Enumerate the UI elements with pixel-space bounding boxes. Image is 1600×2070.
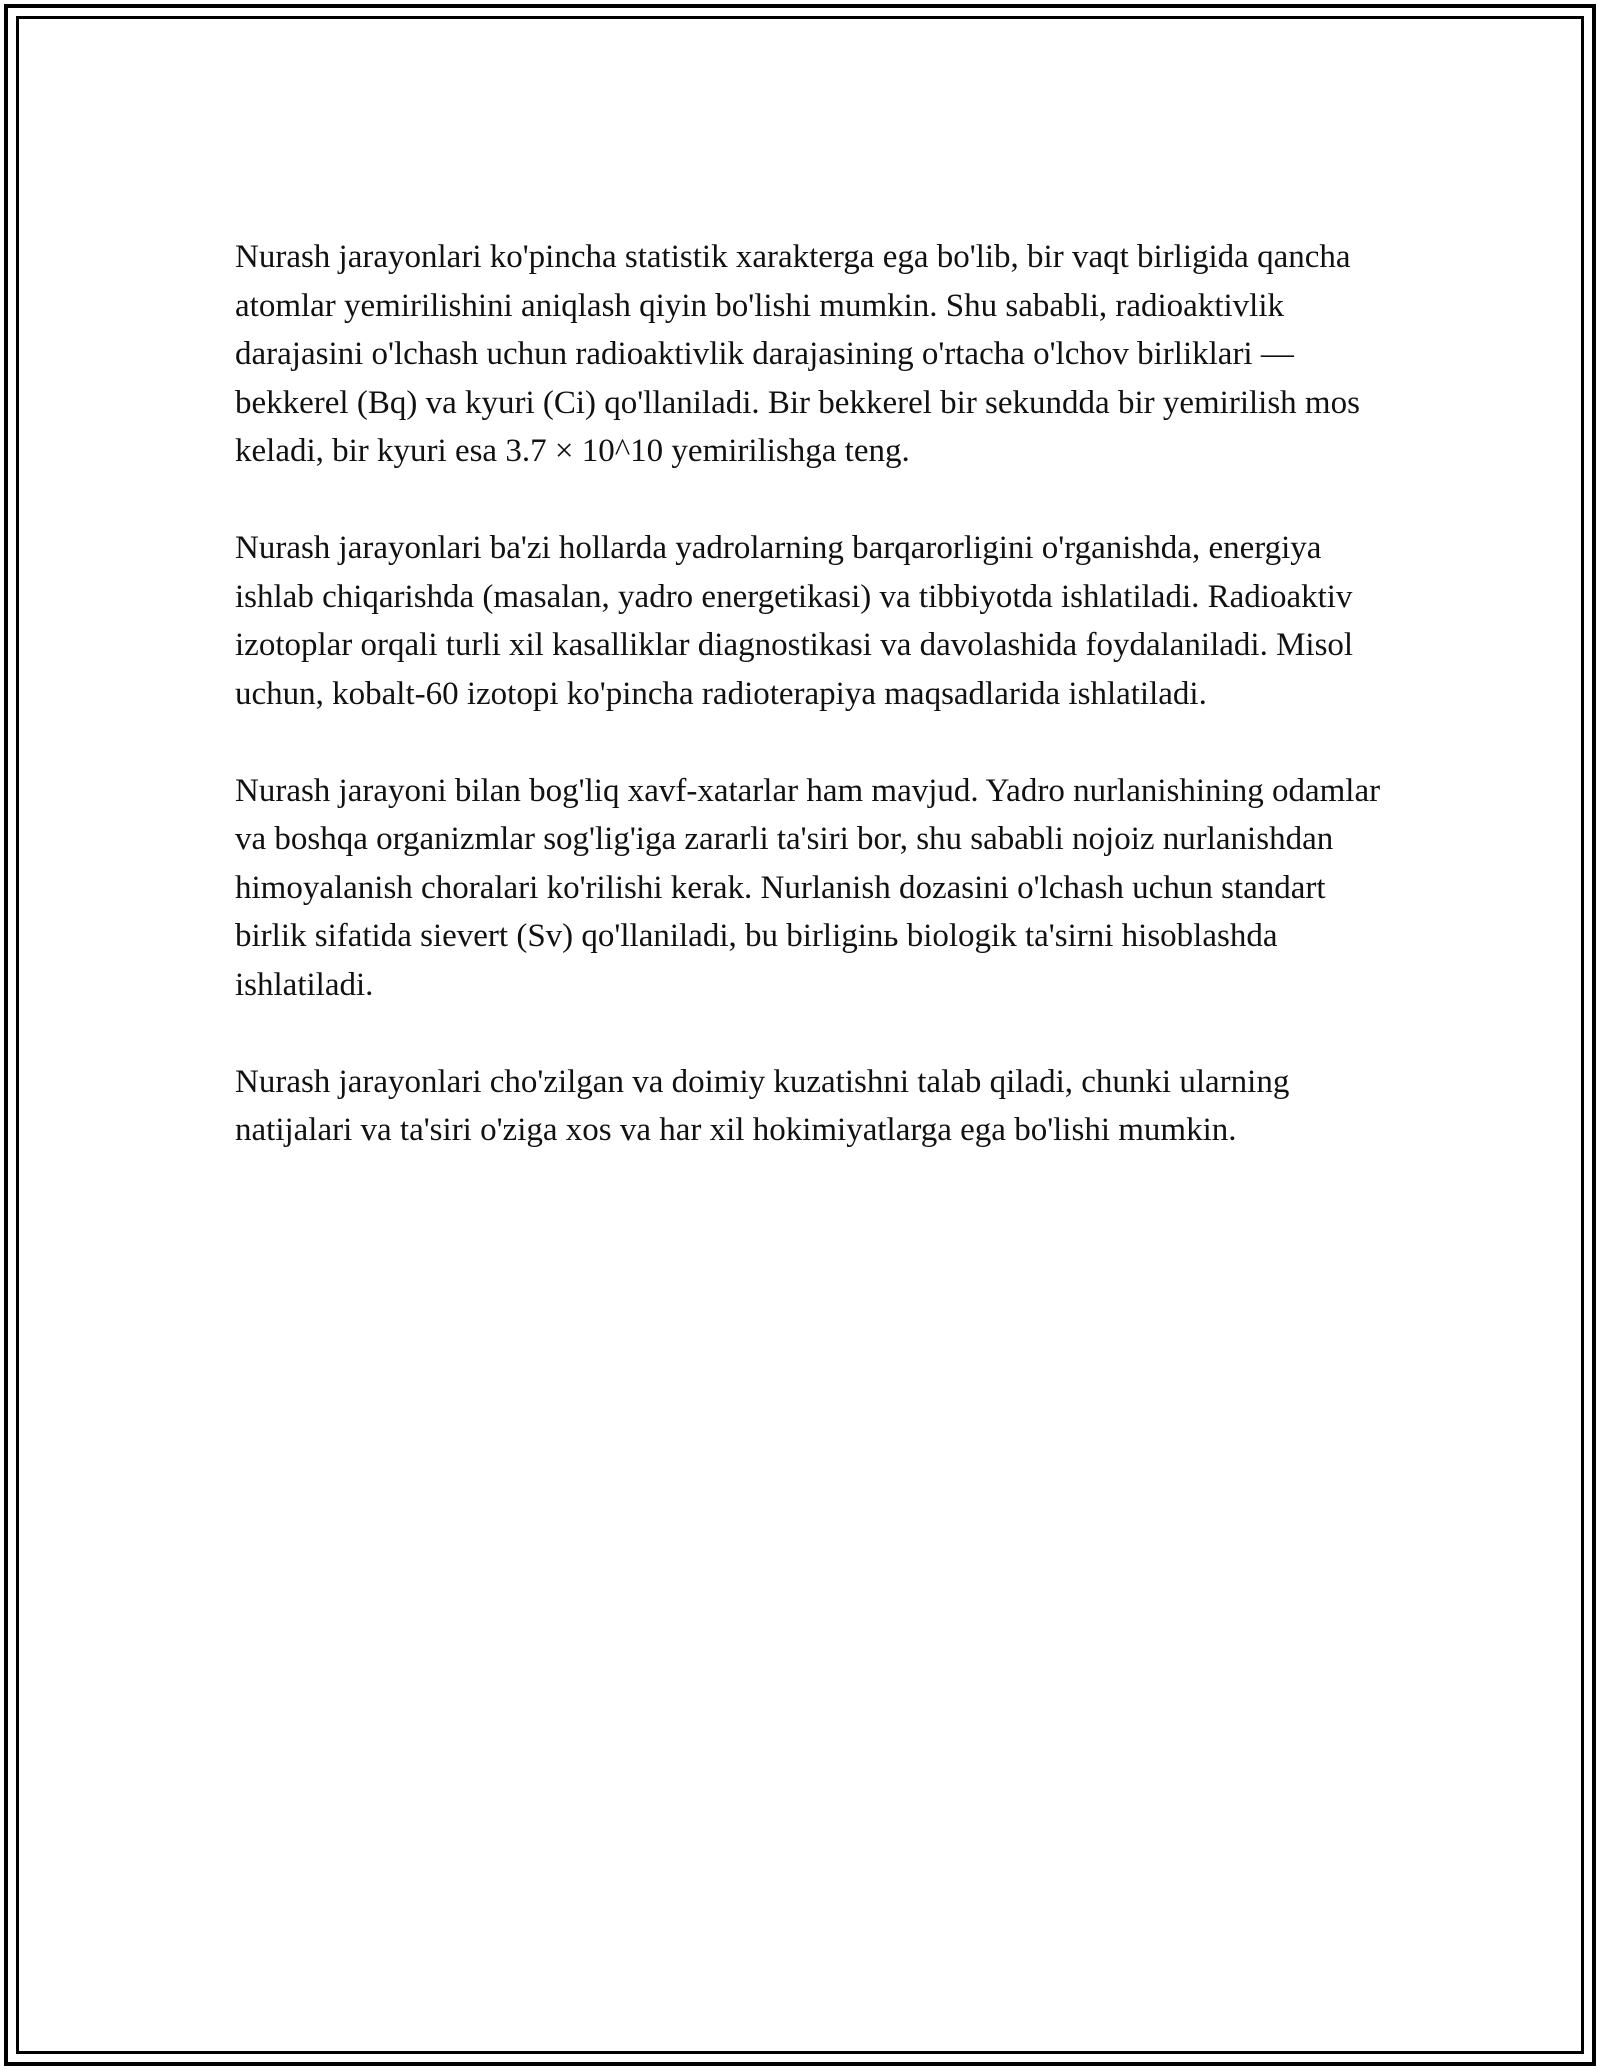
paragraph: Nurash jarayonlari ko'pincha statistik xarakterga ega bo'lib, bir vaqt birligida qancha atomlar yemirilishini aniqlash qiyin bo'lishi mumkin. Shu sababli, radioaktivlik darajasini o'lchash uchun radioaktivlik darajasining o'rtacha o'lchov birliklari — bekkerel (Bq) va kyuri (Ci) qo'llaniladi. Bir bekkerel bir sekundda bir yemirilish mos keladi, bir kyuri esa 3.7 × 10^10 yemirilishga teng.: [235, 239, 1360, 469]
document-body: [235, 233, 1385, 1203]
paragraph: Nurash jarayonlari ba'zi hollarda yadrolarning barqarorligini o'rganishda, energiya ishlab chiqarishda (masalan, yadro energetikasi) va tibbiyotda ishlatiladi. Radioaktiv izotoplar orqali turli xil kasalliklar diagnostikasi va davolashida foydalaniladi. Misol uchun, kobalt-60 izotopi ko'pincha radioterapiya maqsadlarida ishlatiladi.: [235, 530, 1354, 712]
paragraph: Nurash jarayonlari cho'zilgan va doimiy kuzatishni talab qiladi, chunki ularning natijalari va ta'siri o'ziga xos va har xil hokimiyatlarga ega bo'lishi mumkin.: [235, 1063, 1290, 1148]
paragraph: Nurash jarayoni bilan bog'liq xavf-xatarlar ham mavjud. Yadro nurlanishining odamlar va boshqa organizmlar sog'lig'iga zararli ta'siri bor, shu sababli nojoiz nurlanishdan himoyalanish choralari ko'rilishi kerak. Nurlanish dozasini o'lchash uchun standart birlik sifatida sievert (Sv) qo'llaniladi, bu birliginь biologik ta'sirni hisoblashda ishlatiladi.: [235, 772, 1381, 1003]
